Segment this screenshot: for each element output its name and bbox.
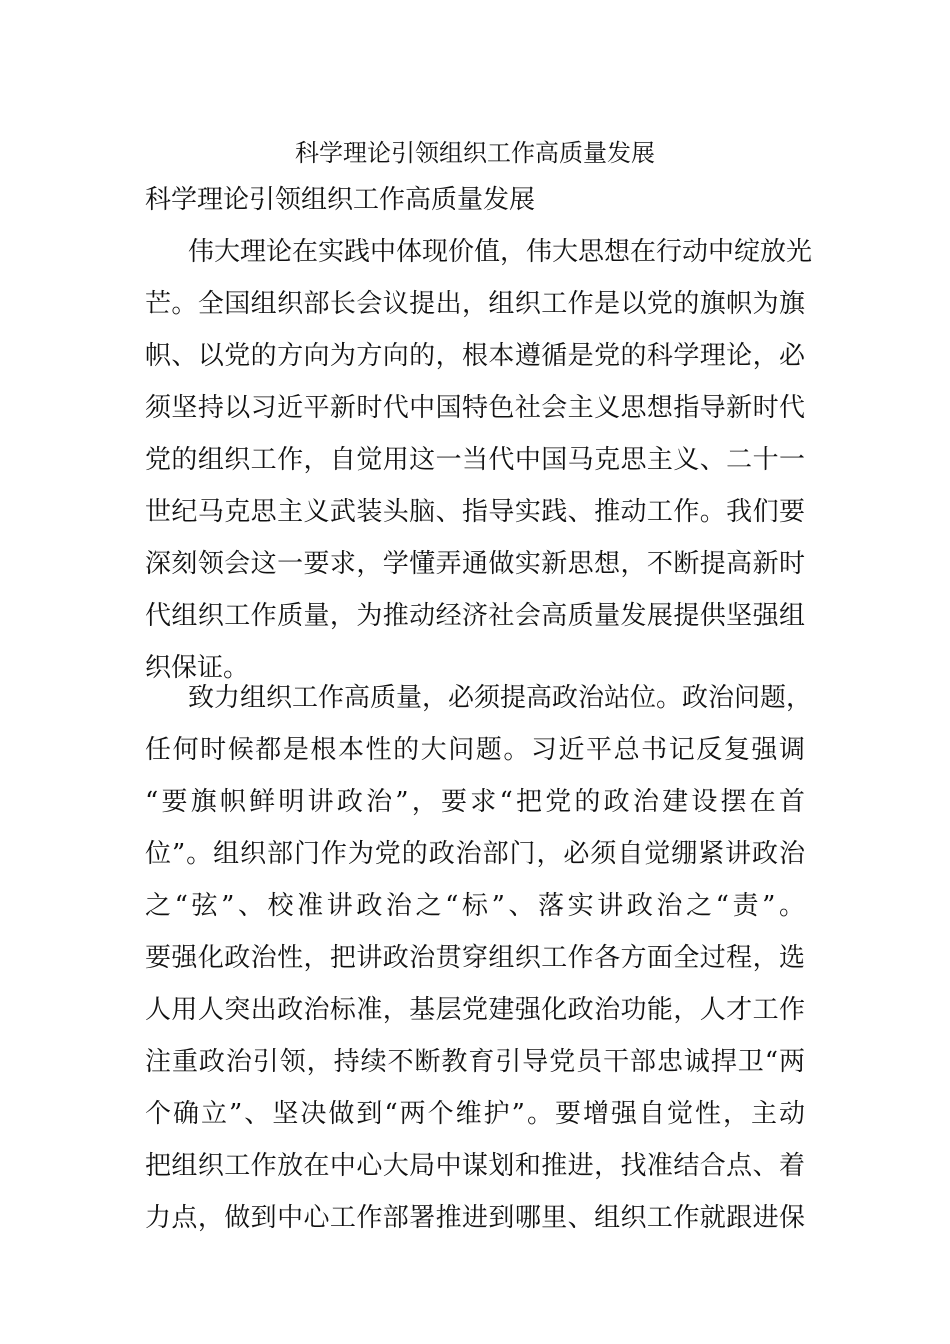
- text-line: 深刻领会这一要求，学懂弄通做实新思想，不断提高新时: [145, 549, 805, 579]
- text-line: 代组织工作质量，为推动经济社会高质量发展提供坚强组: [145, 601, 805, 631]
- paragraph-2: [145, 672, 813, 1244]
- text-line: 须坚持以习近平新时代中国特色社会主义思想指导新时代: [145, 393, 805, 423]
- text-line: 芒。全国组织部长会议提出，组织工作是以党的旗帜为旗: [145, 289, 805, 319]
- document-subtitle: 科学理论引领组织工作高质量发展: [145, 185, 536, 215]
- text-line: 伟大理论在实践中体现价值，伟大思想在行动中绽放光: [188, 237, 813, 267]
- text-line: 帜、以党的方向为方向的，根本遵循是党的科学理论，必: [145, 341, 805, 371]
- text-line: 个确立”、坚决做到“两个维护”。要增强自觉性，主动: [145, 1099, 805, 1129]
- text-line: 任何时候都是根本性的大问题。习近平总书记反复强调: [145, 735, 805, 765]
- text-line: 人用人突出政治标准，基层党建强化政治功能，人才工作: [145, 995, 805, 1025]
- text-line: 党的组织工作，自觉用这一当代中国马克思主义、二十一: [145, 445, 805, 475]
- text-line: 注重政治引领，持续不断教育引导党员干部忠诚捍卫“两: [145, 1047, 805, 1077]
- text-line: “要旗帜鲜明讲政治”，要求“把党的政治建设摆在首: [145, 787, 805, 817]
- text-line: 致力组织工作高质量，必须提高政治站位。政治问题，: [188, 683, 813, 713]
- text-line: 力点，做到中心工作部署推进到哪里、组织工作就跟进保: [145, 1203, 805, 1233]
- text-line: 织保证。: [145, 653, 250, 683]
- paragraph-1: [145, 226, 813, 694]
- text-line: 位”。组织部门作为党的政治部门，必须自觉绷紧讲政治: [145, 839, 805, 869]
- text-line: 要强化政治性，把讲政治贯穿组织工作各方面全过程，选: [145, 943, 805, 973]
- text-line: 把组织工作放在中心大局中谋划和推进，找准结合点、着: [145, 1151, 805, 1181]
- text-line: 世纪马克思主义武装头脑、指导实践、推动工作。我们要: [145, 497, 805, 527]
- text-line: 之“弦”、校准讲政治之“标”、落实讲政治之“责”。: [145, 891, 805, 921]
- document-title: 科学理论引领组织工作高质量发展: [295, 139, 655, 167]
